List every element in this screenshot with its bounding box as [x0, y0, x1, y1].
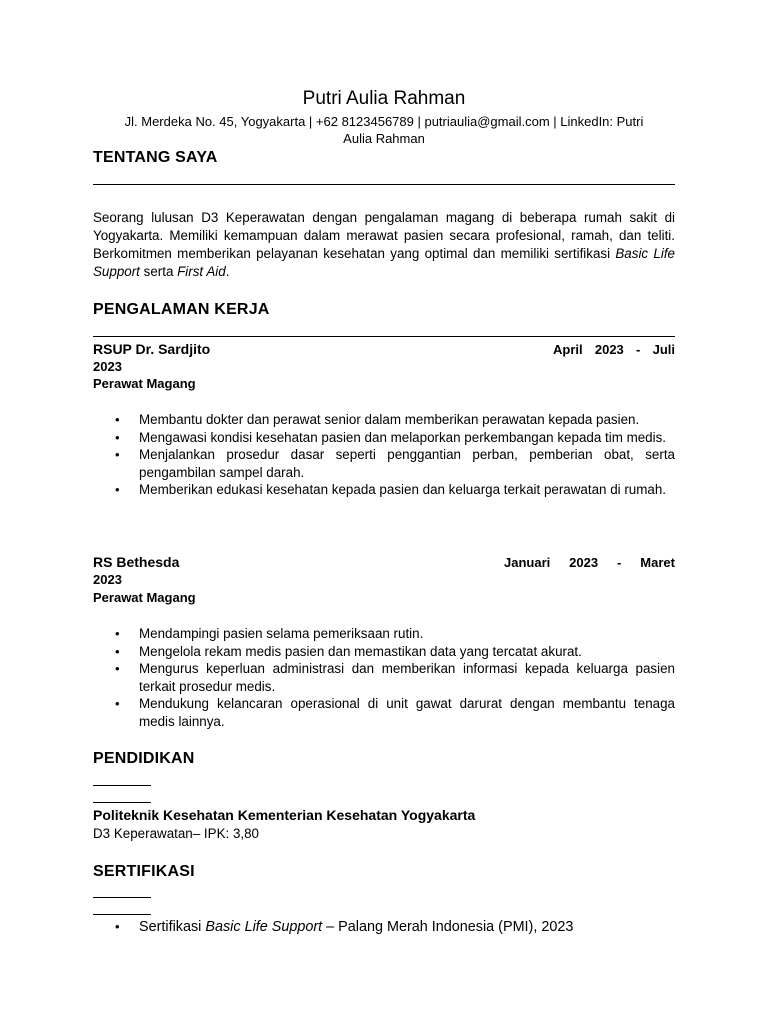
bullet-icon: • — [115, 447, 120, 462]
list-item — [93, 411, 675, 429]
job-organization: RS Bethesda — [93, 554, 180, 570]
section-divider — [93, 785, 151, 786]
section-divider — [93, 336, 675, 337]
cert-name: Basic Life Support — [205, 919, 323, 935]
contact-info — [93, 113, 675, 147]
duty-text: Menjalankan prosedur dasar seperti penggantian perban, pemberian obat, serta pengambilan sampel darah. — [139, 447, 675, 480]
job-organization: RSUP Dr. Sardjito — [93, 341, 211, 357]
job-date — [504, 555, 675, 570]
job-date — [553, 342, 675, 357]
certification-text — [139, 918, 573, 936]
list-item — [93, 481, 675, 499]
job-date-part: Maret — [640, 555, 675, 570]
list-item — [93, 695, 675, 730]
job-date-part: - — [636, 342, 641, 357]
section-divider — [93, 184, 675, 185]
about-paragraph — [93, 209, 675, 281]
job-date-part: April — [553, 342, 583, 357]
contact-line-1: Jl. Merdeka No. 45, Yogyakarta | +62 8123456789 | putriaulia@gmail.com | LinkedIn: Putri — [124, 114, 644, 129]
section-heading-experience: PENGALAMAN KERJA — [93, 301, 270, 318]
section-heading-education: PENDIDIKAN — [93, 750, 195, 767]
bullet-icon: • — [115, 626, 120, 641]
candidate-name: Putri Aulia Rahman — [302, 88, 466, 109]
about-text: Seorang lulusan D3 Keperawatan dengan pengalaman magang di beberapa rumah sakit di Yogyakarta. Memiliki kemampuan dalam merawat pasien secara profesional, ramah, dan teliti. Berkomitmen memberikan pelayanan kesehatan yang optimal dan memiliki sertifikasi — [93, 210, 675, 261]
cert-prefix: Sertifikasi — [139, 919, 206, 935]
duty-text: Mendampingi pasien selama pemeriksaan rutin. — [139, 626, 424, 641]
bullet-icon: • — [115, 919, 120, 934]
list-item — [93, 625, 675, 643]
education-detail: D3 Keperawatan– IPK: 3,80 — [93, 826, 260, 841]
list-item — [93, 429, 675, 447]
bullet-icon: • — [115, 429, 120, 445]
section-heading-about: TENTANG SAYA — [93, 149, 218, 166]
job-date-year: 2023 — [93, 359, 122, 374]
job-duties-list — [93, 411, 675, 499]
about-end: . — [225, 264, 230, 279]
section-heading-certification: SERTIFIKASI — [93, 863, 195, 880]
job-role: Perawat Magang — [93, 590, 196, 605]
bullet-icon: • — [115, 643, 120, 659]
duty-text: Mengurus keperluan administrasi dan memberikan informasi kepada keluarga pasien terkait prosedur medis. — [139, 661, 675, 694]
job-date-part: - — [617, 555, 622, 570]
cert-issuer: – Palang Merah Indonesia (PMI), 2023 — [322, 919, 574, 935]
bullet-icon: • — [115, 661, 120, 676]
list-item — [93, 660, 675, 695]
duty-text: Mengelola rekam medis pasien dan memastikan data yang tercatat akurat. — [139, 643, 582, 659]
job-duties-list — [93, 625, 675, 730]
job-date-part: Juli — [652, 342, 675, 357]
job-role: Perawat Magang — [93, 376, 196, 391]
section-divider — [93, 802, 151, 803]
job-date-part: 2023 — [569, 555, 599, 570]
bullet-icon: • — [115, 412, 120, 427]
job-date-year: 2023 — [93, 572, 122, 587]
job-date-part: Januari — [504, 555, 551, 570]
bullet-icon: • — [115, 482, 120, 497]
list-item — [93, 643, 675, 661]
job-date-part: 2023 — [594, 342, 624, 357]
contact-line-2: Aulia Rahman — [343, 131, 425, 146]
about-cert-firstaid: First Aid — [177, 264, 226, 279]
list-item — [93, 446, 675, 481]
duty-text: Mengawasi kondisi kesehatan pasien dan melaporkan perkembangan kepada tim medis. — [139, 429, 667, 445]
section-divider — [93, 914, 151, 915]
duty-text: Mendukung kelancaran operasional di unit gawat darurat dengan membantu tenaga medis lainnya. — [139, 696, 675, 729]
about-cert-bls: Basic Life Support — [93, 246, 675, 279]
education-school: Politeknik Kesehatan Kementerian Kesehatan Yogyakarta — [93, 807, 476, 823]
section-divider — [93, 897, 151, 898]
duty-text: Membantu dokter dan perawat senior dalam memberikan perawatan kepada pasien. — [139, 412, 640, 427]
bullet-icon: • — [115, 696, 120, 711]
duty-text: Memberikan edukasi kesehatan kepada pasien dan keluarga terkait perawatan di rumah. — [139, 482, 667, 497]
about-conj: serta — [139, 264, 178, 279]
